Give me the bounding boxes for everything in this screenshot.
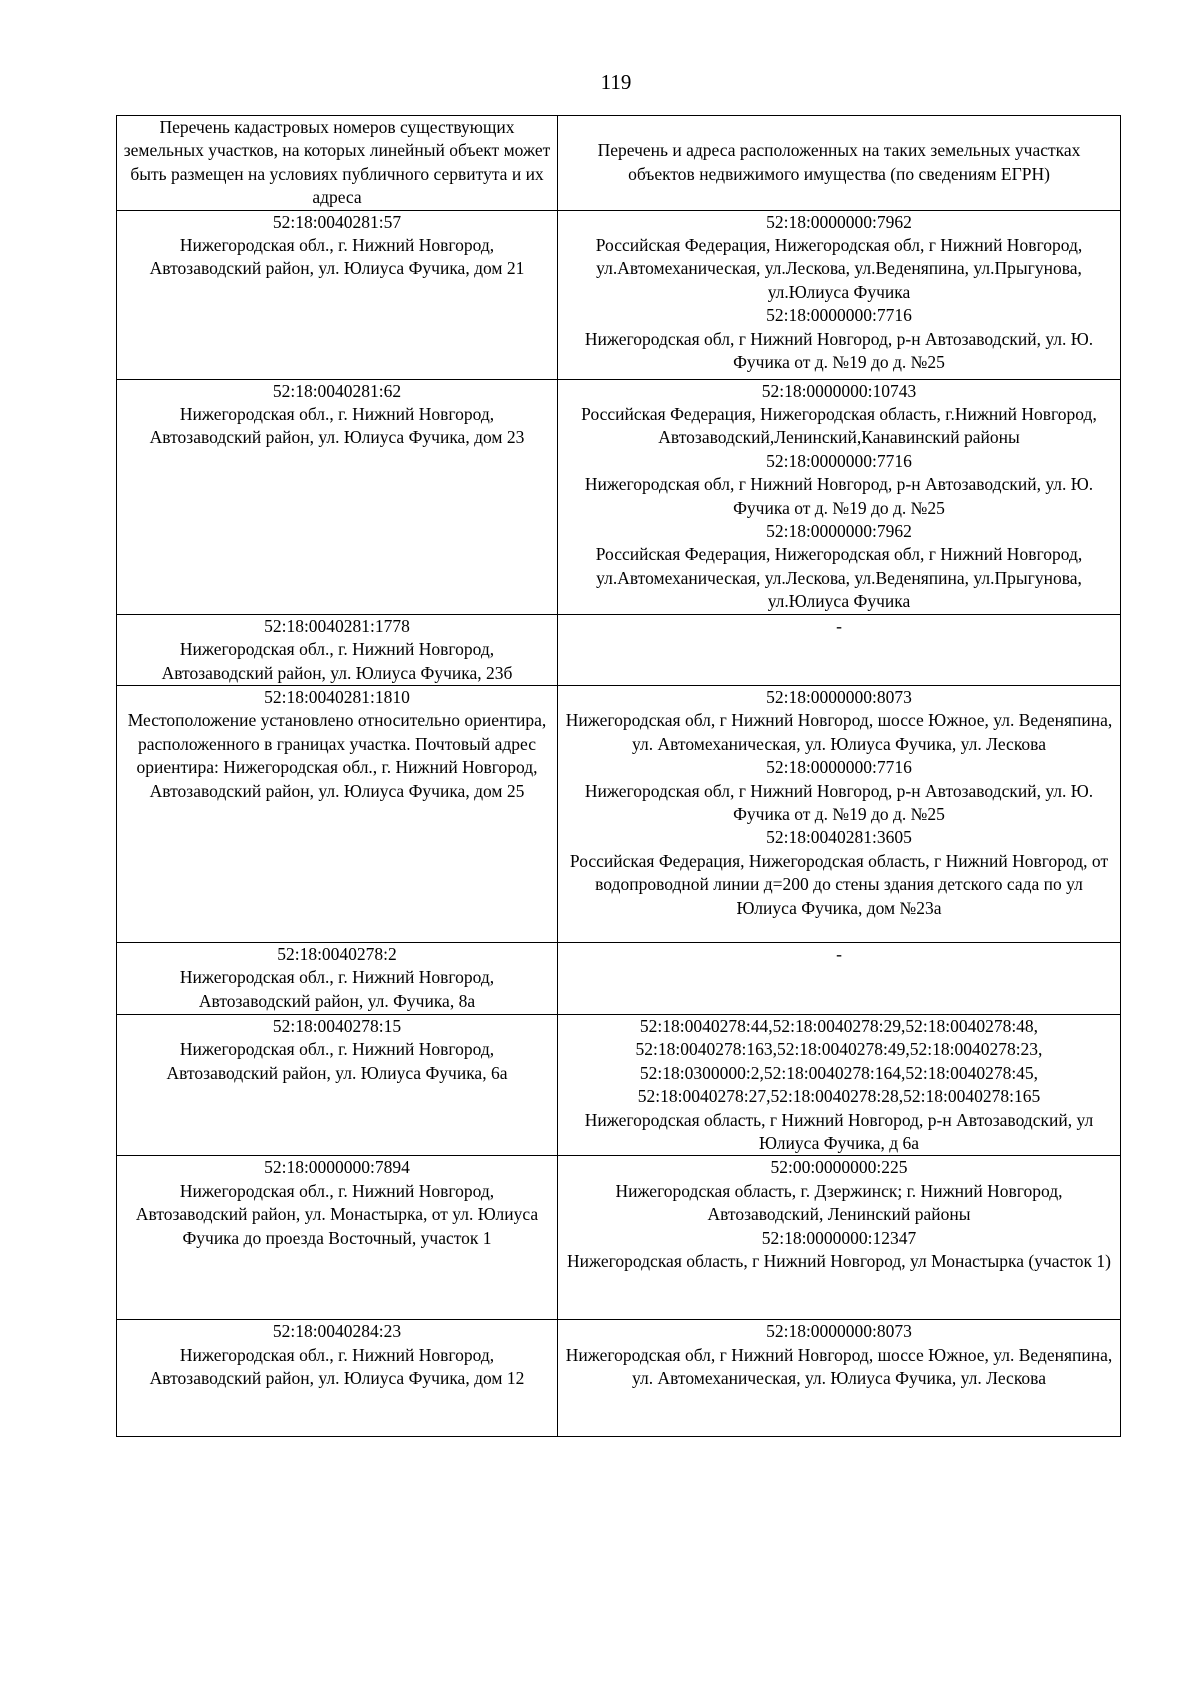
table-row — [117, 1156, 1121, 1320]
page-number: 119 — [600, 70, 632, 94]
real-estate-cell — [558, 1156, 1121, 1320]
real-estate-cell — [558, 685, 1121, 942]
real-estate-cell — [558, 942, 1121, 1014]
cell-text: 52:18:0000000:8073 Нижегородская обл, г Нижний Новгород, шоссе Южное, ул. Веденяпина, ул. Автомеханическая, ул. Юлиуса Фучика, ул. Лескова — [565, 1321, 1113, 1389]
real-estate-cell — [558, 1320, 1121, 1437]
real-estate-cell — [558, 379, 1121, 614]
cell-text: 52:18:0040281:1810 Местоположение установлено относительно ориентира, расположенного в границах участка. Почтовый адрес ориентира: Нижегородская обл., г. Нижний Новгород, Автозаводский район, ул. Юлиуса Фучика, дом 25 — [127, 686, 547, 801]
land-plot-cell — [117, 614, 558, 685]
land-plot-cell — [117, 942, 558, 1014]
cell-text: 52:18:0040278:15 Нижегородская обл., г. Нижний Новгород, Автозаводский район, ул. Юлиуса Фучика, 6а — [166, 1015, 508, 1083]
cell-text: 52:18:0040278:2 Нижегородская обл., г. Нижний Новгород, Автозаводский район, ул. Фучика, 8а — [179, 943, 495, 1011]
table-row — [117, 1014, 1121, 1155]
table-header — [117, 116, 1121, 211]
land-plot-cell — [117, 685, 558, 942]
real-estate-cell — [558, 210, 1121, 379]
table-row — [117, 1320, 1121, 1437]
land-plot-cell — [117, 1014, 558, 1155]
real-estate-cell — [558, 614, 1121, 685]
cell-text: 52:18:0040281:57 Нижегородская обл., г. Нижний Новгород, Автозаводский район, ул. Юлиуса Фучика, дом 21 — [149, 211, 525, 279]
cell-text: 52:18:0000000:7962 Российская Федерация, Нижегородская обл, г Нижний Новгород, ул.Автомеханическая, ул.Лескова, ул.Веденяпина, ул.Прыгунова, ул.Юлиуса Фучика 52:18:0000000:7716 Нижегородская обл, г Нижний Новгород, р-н Автозаводский, ул. Ю. Фучика от д. №19 до д. №25 — [584, 211, 1094, 373]
table-body — [117, 210, 1121, 1437]
cell-text: 52:00:0000000:225 Нижегородская область, г. Дзержинск; г. Нижний Новгород, Автозаводский, Ленинский районы 52:18:0000000:12347 Нижегородская область, г Нижний Новгород, ул Монастырка (участок 1) — [567, 1157, 1111, 1271]
land-plot-cell — [117, 210, 558, 379]
header-cell-land-plots: Перечень кадастровых номеров существующих земельных участков, на которых линейный объект может быть размещен на условиях публичного сервитута и их адреса — [117, 116, 558, 211]
cell-text: - — [836, 615, 842, 636]
cell-text: 52:18:0000000:10743 Российская Федерация, Нижегородская область, г.Нижний Новгород, Автозаводский,Ленинский,Канавинский районы 52:18:0000000:7716 Нижегородская обл, г Нижний Новгород, р-н Автозаводский, ул. Ю. Фучика от д. №19 до д. №25 52:18:0000000:7962 Российская Федерация, Нижегородская обл, г Нижний Новгород, ул.Автомеханическая, ул.Лескова, ул.Веденяпина, ул.Прыгунова, ул.Юлиуса Фучика — [581, 380, 1097, 612]
cell-text: 52:18:0000000:7894 Нижегородская обл., г. Нижний Новгород, Автозаводский район, ул. Монастырка, от ул. Юлиуса Фучика до проезда Восточный, участок 1 — [135, 1157, 539, 1248]
cadastral-table — [116, 115, 1121, 1437]
header-row — [117, 116, 1121, 211]
table-row — [117, 210, 1121, 379]
cell-text: 52:18:0040281:62 Нижегородская обл., г. Нижний Новгород, Автозаводский район, ул. Юлиуса Фучика, дом 23 — [149, 380, 525, 448]
table-row — [117, 614, 1121, 685]
table-row — [117, 942, 1121, 1014]
cell-text: 52:18:0040278:44,52:18:0040278:29,52:18:0040278:48, 52:18:0040278:163,52:18:0040278:49,52:18:0040278:23, 52:18:0300000:2,52:18:0040278:164,52:18:0040278:45, 52:18:0040278:27,52:18:0040278:28,52:18:0040278:165 Нижегородская область, г Нижний Новгород, р-н Автозаводский, ул Юлиуса Фучика, д 6а — [584, 1015, 1094, 1153]
cell-text: 52:18:0000000:8073 Нижегородская обл, г Нижний Новгород, шоссе Южное, ул. Веденяпина, ул. Автомеханическая, ул. Юлиуса Фучика, ул. Лескова 52:18:0000000:7716 Нижегородская обл, г Нижний Новгород, р-н Автозаводский, ул. Ю. Фучика от д. №19 до д. №25 52:18:0040281:3605 Российская Федерация, Нижегородская область, г Нижний Новгород, от водопроводной линии д=200 до стены здания детского сада по ул Юлиуса Фучика, дом №23а — [565, 686, 1113, 918]
cell-text: 52:18:0040284:23 Нижегородская обл., г. Нижний Новгород, Автозаводский район, ул. Юлиуса Фучика, дом 12 — [149, 1321, 525, 1389]
land-plot-cell — [117, 1156, 558, 1320]
land-plot-cell — [117, 1320, 558, 1437]
cell-text: 52:18:0040281:1778 Нижегородская обл., г. Нижний Новгород, Автозаводский район, ул. Юлиуса Фучика, 23б — [161, 615, 513, 683]
land-plot-cell — [117, 379, 558, 614]
header-cell-real-estate-objects: Перечень и адреса расположенных на таких земельных участках объектов недвижимого имущества (по сведениям ЕГРН) — [558, 116, 1121, 211]
table-row — [117, 379, 1121, 614]
cell-text: - — [836, 943, 842, 964]
real-estate-cell — [558, 1014, 1121, 1155]
table-row — [117, 685, 1121, 942]
